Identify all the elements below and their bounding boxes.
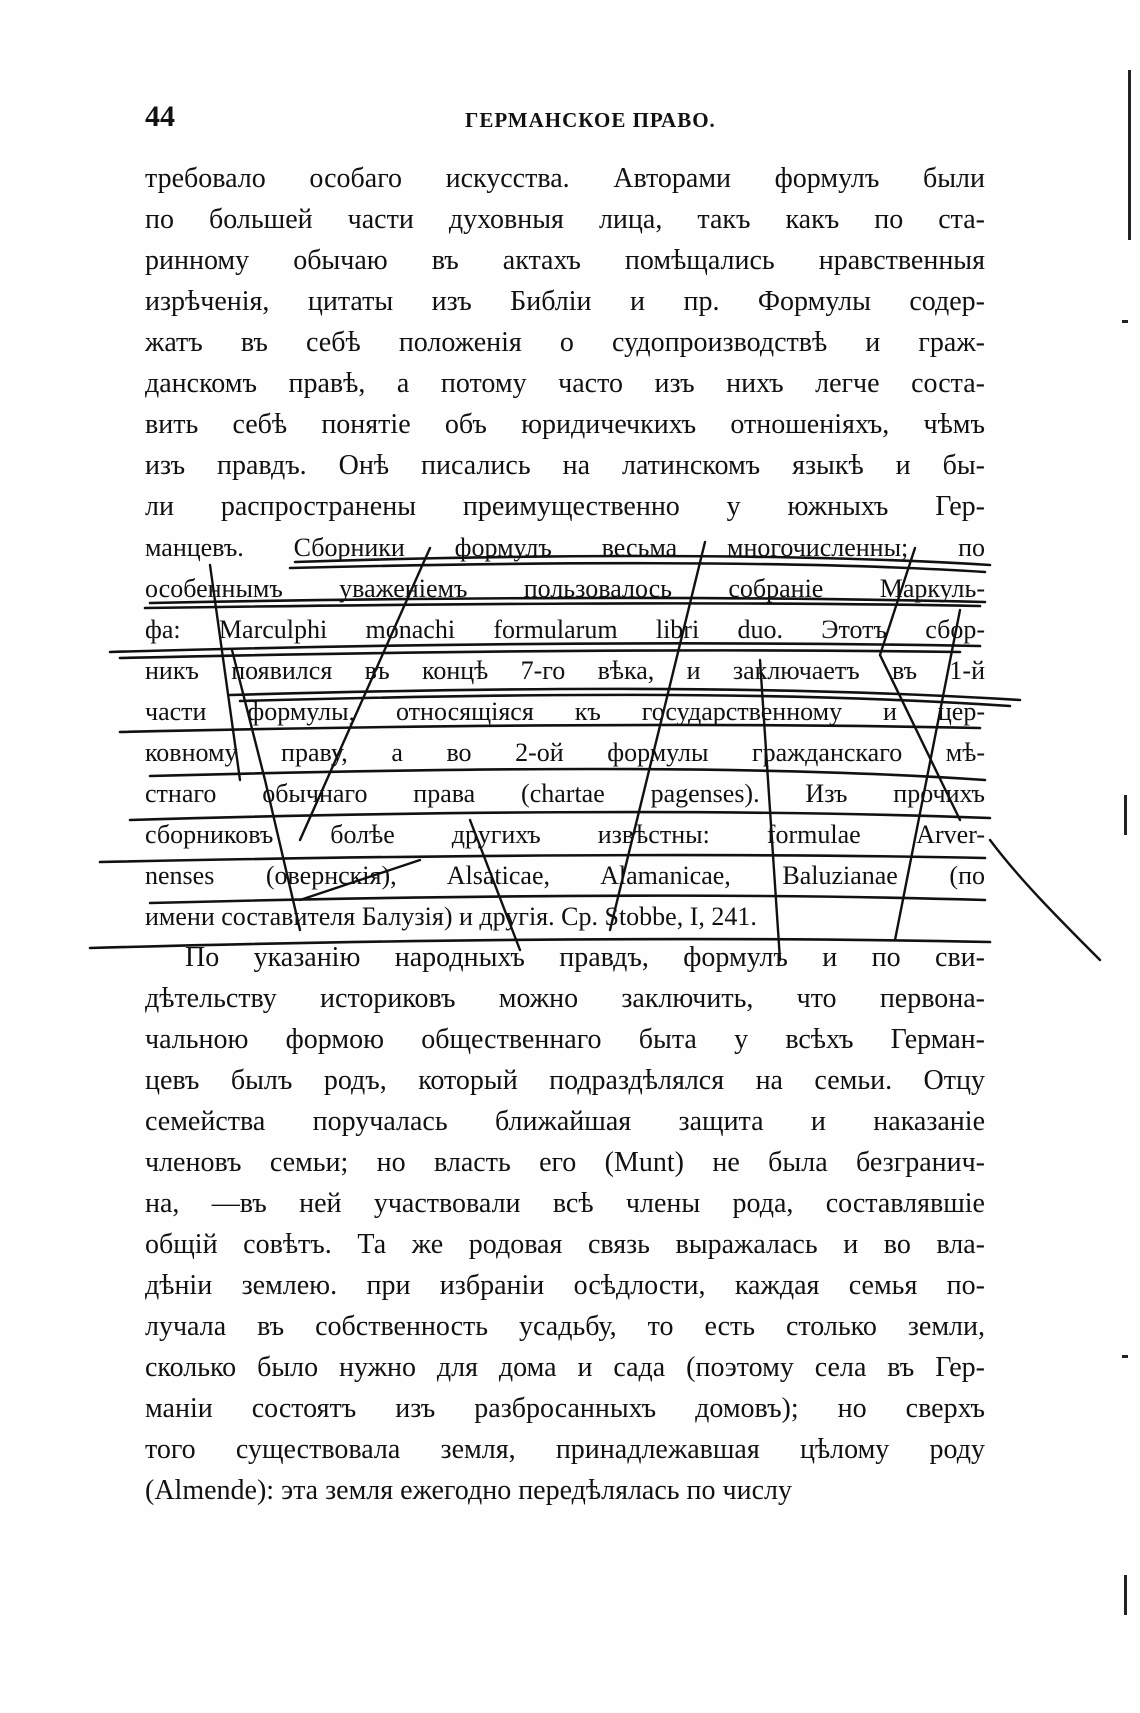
text-line: части формулы, относящіяся къ государственному и цер- [145, 697, 985, 726]
text-line: требовало особаго искусства. Авторами формулъ были [145, 163, 985, 194]
text-line: сборниковъ болѣе другихъ извѣстны: formulae Arver- [145, 820, 985, 849]
text-line: цевъ былъ родъ, который подраздѣлялся на семьи. Отцу [145, 1065, 985, 1096]
text-line: жатъ въ себѣ положенія о судопроизводствѣ и граж- [145, 327, 985, 358]
text-line: данскомъ правѣ, а потому часто изъ нихъ легче соста- [145, 368, 985, 399]
text-line: стнаго обычнаго права (chartae pagenses). Изъ прочихъ [145, 779, 985, 808]
scan-edge-mark [1124, 1575, 1127, 1615]
text-line: маніи состоятъ изъ разбросанныхъ домовъ); но сверхъ [145, 1393, 985, 1424]
text-line: сколько было нужно для дома и сада (поэтому села въ Гер- [145, 1352, 985, 1383]
text-line: чальною формою общественнаго быта у всѣхъ Герман- [145, 1024, 985, 1055]
text-line: никъ появился въ концѣ 7-го вѣка, и заключаетъ въ 1-й [145, 656, 985, 685]
text-line: дѣніи землею. при избраніи осѣдлости, каждая семья по- [145, 1270, 985, 1301]
text-line: ковному праву, а во 2-ой формулы гражданскаго мѣ- [145, 738, 985, 767]
scan-edge-mark [1124, 795, 1127, 835]
text-line: nenses (овернскія), Alsaticae, Alamanicae, Baluzianae (по [145, 861, 985, 890]
scan-edge-mark [1122, 1355, 1128, 1358]
text-line: фа: Marculphi monachi formularum libri duo. Этотъ сбор- [145, 615, 985, 644]
text-line: манцевъ. Сборники формулъ весьма многочисленны; по [145, 533, 985, 562]
scan-edge-mark [1122, 320, 1128, 323]
text-line: того существовала земля, принадлежавшая цѣлому роду [145, 1434, 985, 1465]
text-line: семейства поручалась ближайшая защита и наказаніе [145, 1106, 985, 1137]
text-line: на, —въ ней участвовали всѣ члены рода, составлявшіе [145, 1188, 985, 1219]
text-line: дѣтельству историковъ можно заключить, что первона- [145, 983, 985, 1014]
text-line: изъ правдъ. Онѣ писались на латинскомъ языкѣ и бы- [145, 450, 985, 481]
text-line: изрѣченія, цитаты изъ Библіи и пр. Формулы содер- [145, 286, 985, 317]
text-line: По указанію народныхъ правдъ, формулъ и по сви- [185, 942, 985, 973]
text-line: членовъ семьи; но власть его (Munt) не была безгранич- [145, 1147, 985, 1178]
running-title: ГЕРМАНСКОЕ ПРАВО. [465, 108, 716, 132]
text-line: ринному обычаю въ актахъ помѣщались нравственныя [145, 245, 985, 276]
text-line: общій совѣтъ. Та же родовая связь выражалась и во вла- [145, 1229, 985, 1260]
text-line: (Almende): эта земля ежегодно передѣлялась по числу [145, 1475, 793, 1506]
page-header [145, 100, 985, 140]
page-number: 44 [145, 100, 175, 133]
text-line: лучала въ собственность усадьбу, то есть столько земли, [145, 1311, 985, 1342]
text-line: ли распространены преимущественно у южныхъ Гер- [145, 491, 985, 522]
body-text [145, 158, 985, 1511]
text-line: имени составителя Балузія) и другія. Ср. Stobbe, I, 241. [145, 902, 757, 931]
text-line: особеннымъ уваженіемъ пользовалось собраніе Маркуль- [145, 574, 985, 603]
text-line: по большей части духовныя лица, такъ какъ по ста- [145, 204, 985, 235]
text-line: вить себѣ понятіе объ юридичечкихъ отношеніяхъ, чѣмъ [145, 409, 985, 440]
scan-edge-mark [1128, 70, 1131, 240]
